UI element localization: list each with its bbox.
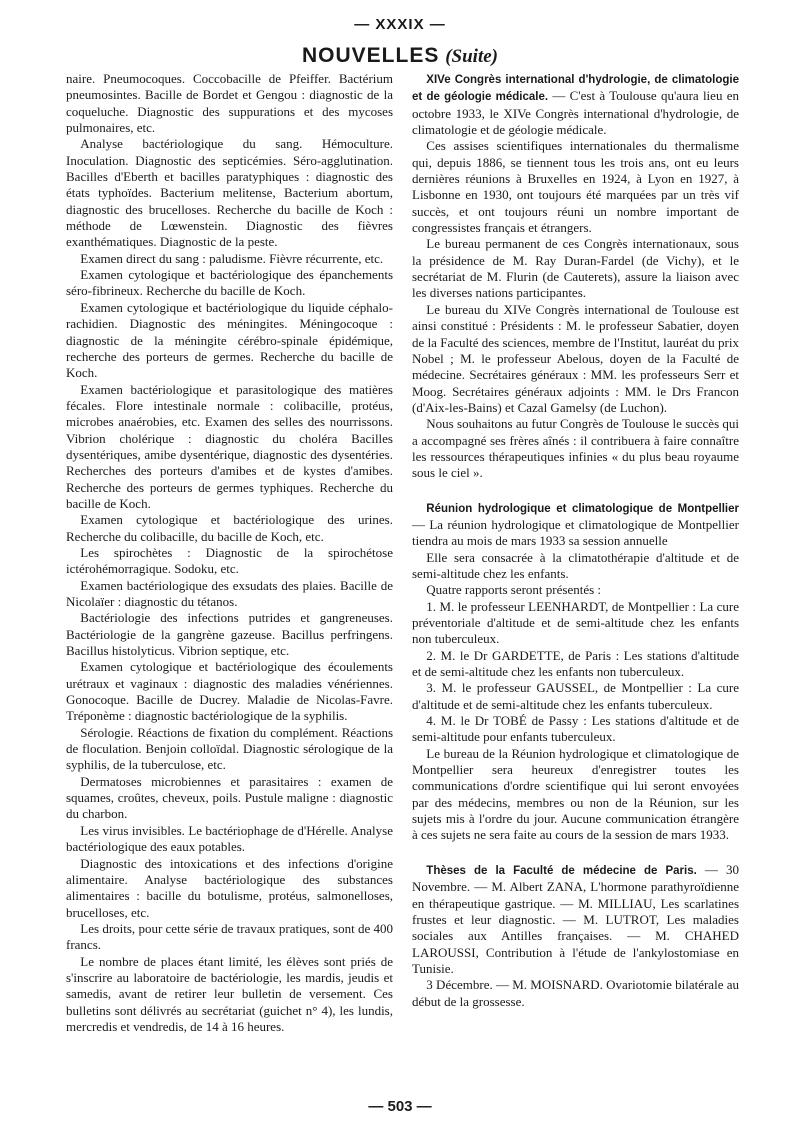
paragraph: Les spirochètes : Diagnostic de la spirochétose ictérohémorragique. Sodoku, etc.	[66, 544, 393, 577]
congres-intro: — C'est à Toulouse qu'aura lieu en octobre 1933, le XIVe Congrès international d'hydrologie, de climatologie et de géologie médicale.	[412, 88, 739, 138]
reunion-intro: — La réunion hydrologique et climatologique de Montpellier tiendra au mois de mars 1933 sa session annuelle	[412, 516, 739, 549]
paragraph: naire. Pneumocoques. Coccobacille de Pfeiffer. Bactérium pneumosintes. Bacille de Bordet et Gengou : diagnostic de la coqueluche. Diagnostic des suppurations et des mycoses pulmonaires, etc.	[66, 71, 393, 136]
paragraph: Les virus invisibles. Le bactériophage de d'Hérelle. Analyse bactériologique des eaux potables.	[66, 822, 393, 855]
spacer	[412, 482, 739, 500]
report-item: 3. M. le professeur GAUSSEL, de Montpellier : La cure d'altitude et de semi-altitude chez les enfants tuberculeux.	[412, 680, 739, 712]
paragraph: Examen cytologique et bactériologique du liquide céphalo-rachidien. Diagnostic des méningites. Méningocoque : diagnostic de la méningite cérébro-spinale épidémique, recherche des porteurs de germes. Recherche du bacille de Koch.	[66, 299, 393, 381]
spacer	[412, 844, 739, 862]
paragraph: Elle sera consacrée à la climatothérapie d'altitude et de semi-altitude chez les enfants.	[412, 549, 739, 581]
paragraph: 3 Décembre. — M. MOISNARD. Ovariotomie bilatérale au début de la grossesse.	[412, 977, 739, 1009]
paragraph: Sérologie. Réactions de fixation du complément. Réactions de floculation. Benjoin colloïdal. Diagnostic sérologique de la syphilis, de la tuberculose, etc.	[66, 724, 393, 773]
theses-intro: — 30 Novembre. — M. Albert ZANA, L'hormone parathyroïdienne en thérapeutique gastrique. — M. MILLIAU, Les scarlatines frustes et leur diagnostic. — M. LUTROT, Les maladies sociales aux Antilles françaises. — M. CHAHED LAROUSSI, Contribution à l'étude de l'ankylostomiase en Tunisie.	[412, 861, 739, 976]
paragraph: Examen bactériologique et parasitologique des matières fécales. Flore intestinale normale : colibacille, protéus, microbes anaérobies, etc. Examen des selles des nourrissons. Vibrion cholérique : diagnostic du choléra Bacilles dysentériques, amibe dysentérique, diagnostic des dysentéries. Recherches des porteurs d'amibes et de kystes d'amibes. Recherche des porteurs de germes typhiques. Recherche du bacille de Koch.	[66, 381, 393, 511]
paragraph: Examen bactériologique des exsudats des plaies. Bacille de Nicolaïer : diagnostic du tétanos.	[66, 577, 393, 609]
report-item: 1. M. le professeur LEENHARDT, de Montpellier : La cure préventoriale d'altitude et de semi-altitude chez les enfants non tuberculeux.	[412, 598, 739, 647]
news-item-congres	[412, 71, 739, 138]
paragraph: Nous souhaitons au futur Congrès de Toulouse le succès qui a accompagné ses frères aînés : il contribuera à faire connaître les ressources thérapeutiques infinies « du plus beau royaume sous le ciel ».	[412, 416, 739, 481]
paragraph: Le bureau du XIVe Congrès international de Toulouse est ainsi constitué : Présidents : M. le professeur Sabatier, doyen de la Faculté des sciences, membre de l'Institut, lauréat du prix Nobel ; M. le professeur Abelous, doyen de la Faculté de médecine. Secrétaires généraux : MM. les professeurs Serr et Moog. Secrétaires généraux adjoints : MM. le Drs Francon (d'Aix-les-Bains) et Cazal Gamelsy (de Luchon).	[412, 301, 739, 415]
reunion-heading: Réunion hydrologique et climatologique de Montpellier	[426, 502, 739, 515]
paragraph: Examen cytologique et bactériologique des épanchements séro-fibrineux. Recherche du bacille de Koch.	[66, 267, 393, 299]
report-item: 2. M. le Dr GARDETTE, de Paris : Les stations d'altitude et de semi-altitude chez les enfants non tuberculeux.	[412, 647, 739, 680]
paragraph: Quatre rapports seront présentés :	[426, 582, 602, 598]
title-suite: (Suite)	[445, 46, 498, 67]
title-main: NOUVELLES	[302, 44, 440, 67]
news-item-reunion	[412, 500, 739, 550]
paragraph: Examen cytologique et bactériologique des urines. Recherche du colibacille, du bacille de Koch, etc.	[66, 512, 393, 544]
theses-heading: Thèses de la Faculté de médecine de Paris.	[426, 864, 697, 877]
paragraph: Les droits, pour cette série de travaux pratiques, sont de 400 francs.	[66, 920, 393, 953]
left-column	[66, 71, 393, 1035]
news-item-theses	[412, 862, 739, 977]
paragraph: Examen cytologique et bactériologique des écoulements urétraux et vaginaux : diagnostic des maladies vénériennes. Gonocoque. Bacille de Ducrey. Maladie de Nicolas-Favre. Tréponème : diagnostic bactériologique de la syphilis.	[66, 659, 393, 724]
page-number: — 503 —	[368, 1098, 432, 1115]
paragraph: Ces assises scientifiques internationales du thermalisme qui, depuis 1886, se tiennent tous les trois ans, ont eu leurs dernières réunions à Bruxelles en 1924, à Lyon en 1927, à Lisbonne en 1930, ont toujours été marquées par un très vif succès, et ont toujours réuni un nombre important de congressistes français et étrangers.	[412, 138, 739, 236]
paragraph: Le nombre de places étant limité, les élèves sont priés de s'inscrire au laboratoire de bactériologie, les mardis, jeudis et samedis, avant de retirer leur bulletin de versement. Ces bulletins sont délivrés au secrétariat (guichet n° 4), les lundis, mercredis et vendredis, de 14 à 16 heures.	[66, 953, 393, 1034]
paragraph: Diagnostic des intoxications et des infections d'origine alimentaire. Analyse bactériologique des substances alimentaires : bacille du botulisme, protéus, salmonelloses, brucelloses, etc.	[66, 855, 393, 920]
paragraph: Dermatoses microbiennes et parasitaires : examen de squames, croûtes, cheveux, poils. Pustule maligne : diagnostic du charbon.	[66, 773, 393, 822]
right-column	[412, 71, 739, 1010]
paragraph: Bactériologie des infections putrides et gangreneuses. Bactériologie de la gangrène gazeuse. Bacillus perfringens. Bacillus histolyticus. Vibrion septique, etc.	[66, 610, 393, 659]
paragraph: Le bureau de la Réunion hydrologique et climatologique de Montpellier sera heureux d'enregistrer toutes les communications d'ordre scientifique qui lui seront envoyées par des médecins, membres ou non de la Réunion, sur les sujets mis à l'ordre du jour. Aucune communication étrangère à ces sujets ne sera faite au cours de la session de mars 1933.	[412, 745, 739, 843]
paragraph: Examen direct du sang : paludisme. Fièvre récurrente, etc.	[80, 250, 384, 266]
report-item: 4. M. le Dr TOBÉ de Passy : Les stations d'altitude et de semi-altitude pour enfants tuberculeux.	[412, 713, 739, 745]
congres-heading: XIVe Congrès international d'hydrologie, de climatologie et de géologie médicale.	[412, 74, 739, 104]
paragraph: Le bureau permanent de ces Congrès internationaux, sous la présidence de M. Ray Duran-Fardel (de Vichy), et le secrétariat de M. Flurin (de Cauterets), assure la liaison avec les diverses nations participantes.	[412, 236, 739, 301]
page-title	[0, 42, 800, 71]
page-number-roman: — XXXIX —	[354, 16, 446, 33]
paragraph: Analyse bactériologique du sang. Hémoculture. Inoculation. Diagnostic des septicémies. Séro-agglutination. Bacilles d'Eberth et bacilles paratyphiques : diagnostic des états typhoïdes. Bacterium melitense, Bacterium abortum, diagnostic des brucelloses. Recherche du bacille de Koch : méthode de Lœwenstein. Diagnostic des fièvres exanthématiques. Diagnostic de la peste.	[66, 136, 393, 250]
